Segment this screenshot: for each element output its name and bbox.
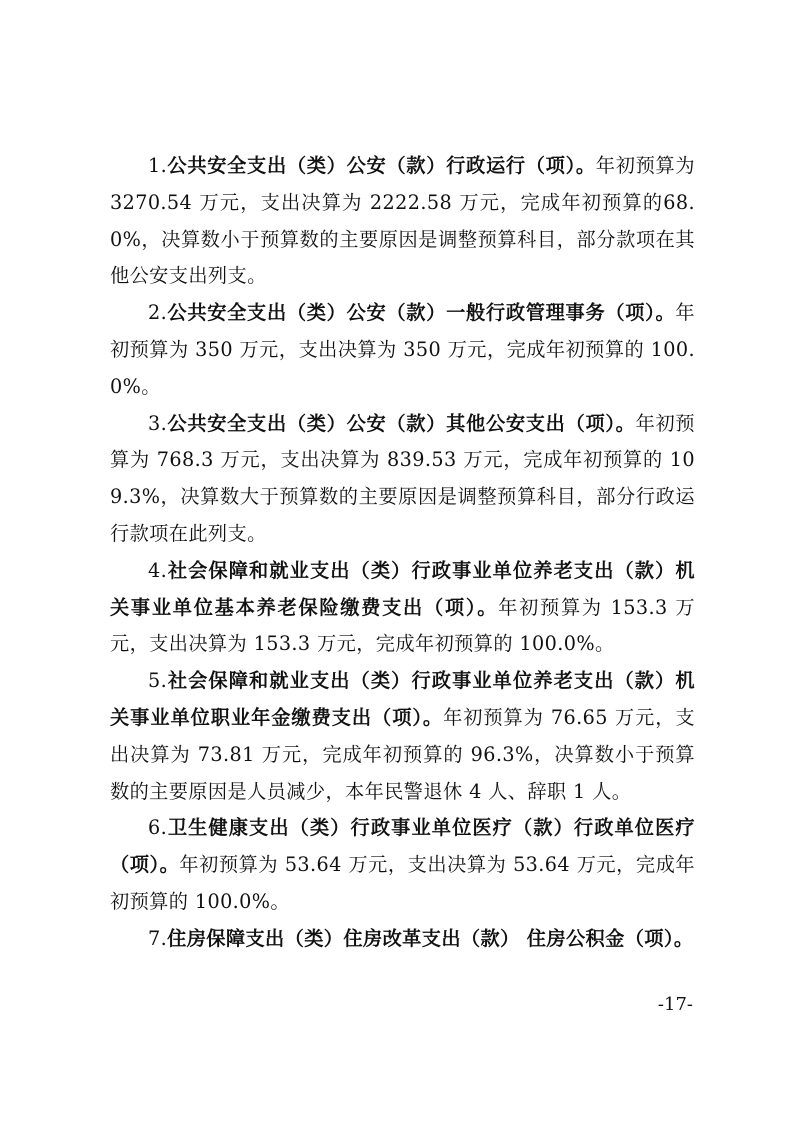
item-heading: 卫生健康支出（类）行政事业单位医疗（款）行政单位医疗（项）。 — [110, 816, 695, 877]
item-body: 年初预算为 53.64 万元，支出决算为 53.64 万元，完成年初预算的 100.0%。 — [110, 853, 695, 913]
item-heading: 公共安全支出（类）公安（款）行政运行（项）。 — [167, 154, 596, 177]
paragraph-item-7 — [110, 921, 695, 958]
item-heading: 社会保障和就业支出（类）行政事业单位养老支出（款）机关事业单位基本养老保险缴费支出（项）。 — [110, 558, 695, 619]
item-number: 3. — [148, 411, 168, 435]
item-body: 年初预算为 768.3 万元，支出决算为 839.53 万元，完成年初预算的 109.3%，决算数大于预算数的主要原因是调整预算科目，部分行政运行款项在此列支。 — [110, 411, 696, 545]
item-number: 6. — [148, 816, 168, 840]
document-body — [110, 148, 695, 958]
item-number: 2. — [148, 301, 168, 325]
item-heading: 住房保障支出（类）住房改革支出（款） 住房公积金（项）。 — [167, 926, 694, 950]
item-number: 1. — [148, 154, 168, 177]
paragraph-item-5 — [110, 663, 695, 810]
paragraph-item-4 — [110, 553, 695, 663]
item-body: 年初预算为 350 万元，支出决算为 350 万元，完成年初预算的 100.0%。 — [110, 301, 695, 398]
paragraph-item-6 — [110, 810, 695, 920]
page-number: -17- — [657, 994, 693, 1015]
item-heading: 公共安全支出（类）公安（款）一般行政管理事务（项）。 — [167, 301, 676, 325]
item-number: 5. — [148, 669, 168, 693]
item-number: 4. — [148, 558, 168, 582]
paragraph-item-3 — [110, 406, 695, 553]
item-body: 年初预算为 76.65 万元，支出决算为 73.81 万元，完成年初预算的 96.3%，决算数小于预算数的主要原因是人员减少，本年民警退休 4 人、辞职 1 人。 — [110, 705, 695, 803]
paragraph-item-1 — [110, 148, 695, 295]
item-body: 年初预算为 153.3 万元，支出决算为 153.3 万元，完成年初预算的 100.0%。 — [110, 595, 696, 656]
item-number: 7. — [148, 926, 168, 950]
item-heading: 社会保障和就业支出（类）行政事业单位养老支出（款）机关事业单位职业年金缴费支出（项）。 — [110, 669, 695, 729]
item-heading: 公共安全支出（类）公安（款）其他公安支出（项）。 — [167, 411, 636, 435]
paragraph-item-2 — [110, 295, 695, 405]
item-body: 年初预算为 3270.54 万元，支出决算为 2222.58 万元，完成年初预算的68.0%，决算数小于预算数的主要原因是调整预算科目，部分款项在其他公安支出列支。 — [110, 154, 695, 288]
